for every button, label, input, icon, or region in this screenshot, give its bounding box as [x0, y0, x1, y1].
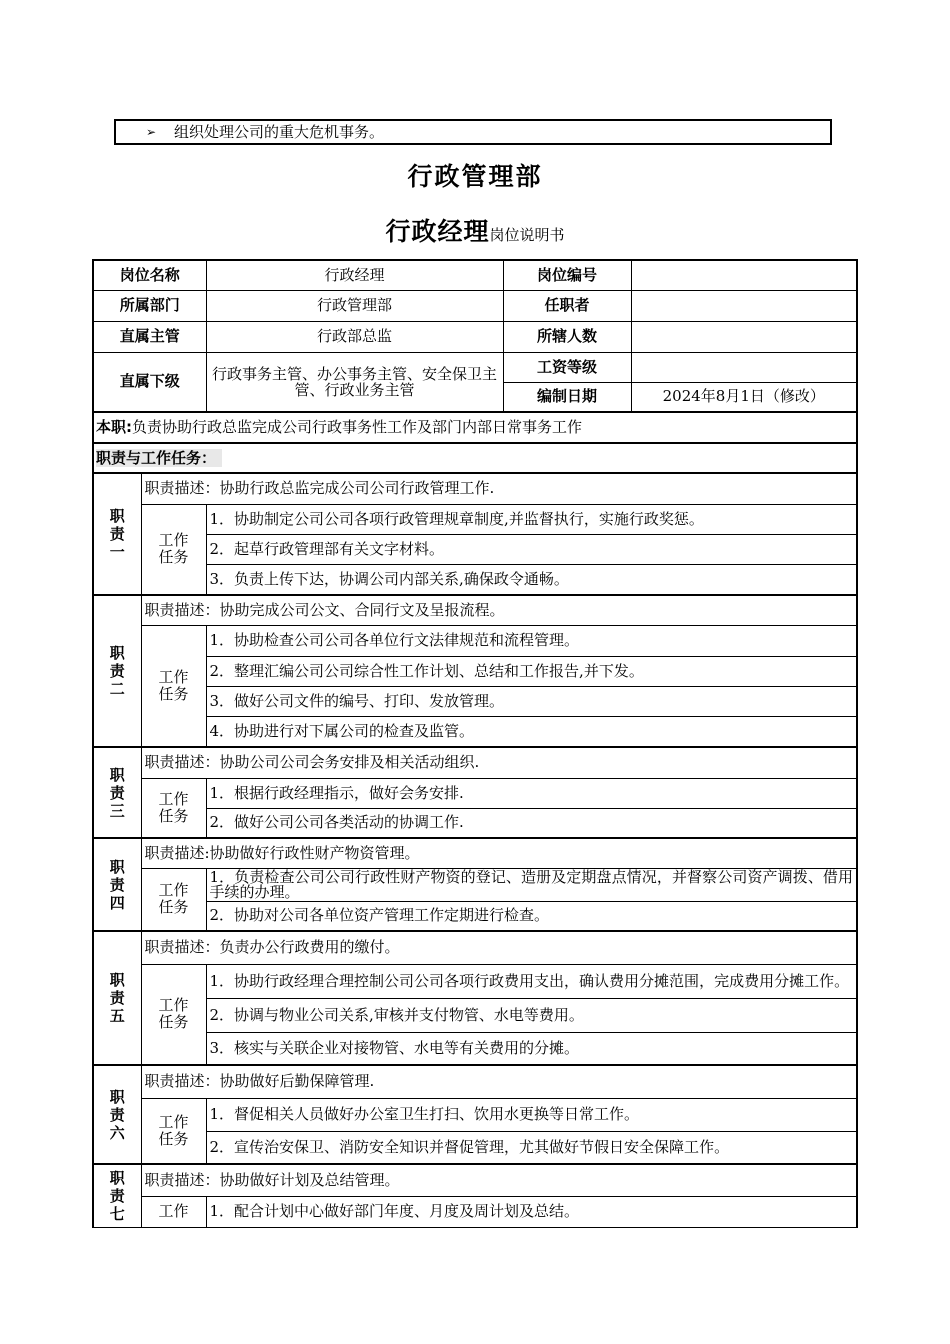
duty-2-task-1: 1．协助检查公司公司各单位行文法律规范和流程管理。 [206, 625, 857, 656]
duty-4-task-2: 2．协助对公司各单位资产管理工作定期进行检查。 [206, 901, 857, 931]
duty-6-task-row [93, 1098, 857, 1131]
duties-title-cell [93, 443, 857, 473]
core-duty-text: 负责协助行政总监完成公司行政事务性工作及部门内部日常事务工作 [132, 418, 583, 436]
arrow-bullet-icon: ➢ [146, 125, 157, 139]
position-code-value [631, 260, 857, 290]
duty-6-task-1: 1．督促相关人员做好办公室卫生打扫、饮用水更换等日常工作。 [206, 1098, 857, 1131]
holder-value [631, 290, 857, 321]
date-label: 编制日期 [503, 382, 631, 412]
duty-5-task-2: 2．协调与物业公司关系,审核并支付物管、水电等费用。 [206, 998, 857, 1032]
duty-4-desc: 职责描述:协助做好行政性财产物资管理。 [141, 838, 857, 868]
duty-2-task-3: 3．做好公司文件的编号、打印、发放管理。 [206, 686, 857, 716]
salary-grade-label: 工资等级 [503, 352, 631, 382]
info-row-sub-a [93, 352, 857, 382]
info-row-name [93, 260, 857, 290]
duty-4-task-label: 工作 任务 [141, 868, 206, 931]
subordinates-value: 行政事务主管、办公事务主管、安全保卫主管、行政业务主管 [206, 352, 503, 412]
duty-2-desc: 职责描述：协助完成公司公文、合同行文及呈报流程。 [141, 595, 857, 625]
duty-3-task-row [93, 808, 857, 838]
duty-7-desc-row [93, 1164, 857, 1196]
holder-label: 任职者 [503, 290, 631, 321]
duty-3-task-label: 工作 任务 [141, 778, 206, 838]
duty-3-task-1: 1．根据行政经理指示，做好会务安排. [206, 778, 857, 808]
duty-6-desc-row [93, 1065, 857, 1098]
duty-2-task-4: 4．协助进行对下属公司的检查及监管。 [206, 716, 857, 747]
duty-5-task-row [93, 1032, 857, 1065]
duty-2-desc-row [93, 595, 857, 625]
duty-1-task-row [93, 534, 857, 564]
duty-7-task-row [93, 1196, 857, 1227]
duty-1-task-3: 3．负责上传下达，协调公司内部关系,确保政令通畅。 [206, 564, 857, 595]
duty-2-task-row [93, 625, 857, 656]
duty-5-head: 职 责 五 [93, 931, 141, 1065]
info-row-dept [93, 290, 857, 321]
duty-3-head: 职 责 三 [93, 747, 141, 838]
duty-2-task-row [93, 656, 857, 686]
duty-1-desc: 职责描述：协助行政总监完成公司公司行政管理工作. [141, 473, 857, 504]
duty-3-desc: 职责描述：协助公司公司会务安排及相关活动组织. [141, 747, 857, 778]
staff-count-value [631, 321, 857, 352]
department-value: 行政管理部 [206, 290, 503, 321]
duty-5-desc: 职责描述：负责办公行政费用的缴付。 [141, 931, 857, 964]
duty-4-task-1: 1．负责检查公司公司行政性财产物资的登记、造册及定期盘点情况，并督察公司资产调拨、借用手续的办理。 [206, 868, 857, 901]
document-title [0, 212, 950, 248]
duty-6-head: 职 责 六 [93, 1065, 141, 1164]
position-code-label: 岗位编号 [503, 260, 631, 290]
job-description-table [92, 259, 858, 1228]
duty-2-task-row [93, 716, 857, 747]
duty-1-task-label: 工作 任务 [141, 504, 206, 595]
duty-1-task-1: 1．协助制定公司公司各项行政管理规章制度,并监督执行，实施行政奖惩。 [206, 504, 857, 534]
department-title: 行政管理部 [407, 162, 543, 191]
core-duty-label: 本职: [96, 418, 132, 436]
duty-7-task-1: 1．配合计划中心做好部门年度、月度及周计划及总结。 [206, 1196, 857, 1227]
duty-5-task-3: 3．核实与关联企业对接物管、水电等有关费用的分摊。 [206, 1032, 857, 1065]
duty-1-task-row [93, 504, 857, 534]
duty-7-desc: 职责描述：协助做好计划及总结管理。 [141, 1164, 857, 1196]
duty-4-task-row [93, 868, 857, 901]
duty-6-task-2: 2．宣传治安保卫、消防安全知识并督促管理，尤其做好节假日安全保障工作。 [206, 1131, 857, 1164]
document-type-label: 岗位说明书 [489, 226, 565, 244]
salary-grade-value [631, 352, 857, 382]
duty-7-task-label: 工作 [141, 1196, 206, 1227]
duty-5-task-1: 1．协助行政经理合理控制公司公司各项行政费用支出，确认费用分摊范围，完成费用分摊工作。 [206, 964, 857, 998]
duty-2-task-label: 工作 任务 [141, 625, 206, 747]
duty-1-desc-row [93, 473, 857, 504]
subordinates-label: 直属下级 [93, 352, 206, 412]
duty-2-task-row [93, 686, 857, 716]
duty-2-task-2: 2．整理汇编公司公司综合性工作计划、总结和工作报告,并下发。 [206, 656, 857, 686]
info-row-boss [93, 321, 857, 352]
duty-5-task-row [93, 998, 857, 1032]
duties-title-row [93, 443, 857, 473]
duty-3-desc-row [93, 747, 857, 778]
date-value: 2024年8月1日（修改） [631, 382, 857, 412]
duty-1-task-row [93, 564, 857, 595]
previous-page-bullet-box [114, 119, 832, 145]
supervisor-value: 行政部总监 [206, 321, 503, 352]
position-name-value: 行政经理 [206, 260, 503, 290]
duty-3-task-2: 2．做好公司公司各类活动的协调工作. [206, 808, 857, 838]
core-duty-cell [93, 412, 857, 443]
position-name-label: 岗位名称 [93, 260, 206, 290]
duty-1-head: 职 责 一 [93, 473, 141, 595]
duty-5-task-label: 工作 任务 [141, 964, 206, 1065]
duty-5-desc-row [93, 931, 857, 964]
duty-7-head: 职 责 七 [93, 1164, 141, 1227]
duty-4-head: 职 责 四 [93, 838, 141, 931]
department-label: 所属部门 [93, 290, 206, 321]
previous-bullet-text: 组织处理公司的重大危机事务。 [174, 123, 385, 141]
duties-title: 职责与工作任务： [96, 449, 222, 467]
supervisor-label: 直属主管 [93, 321, 206, 352]
duty-4-desc-row [93, 838, 857, 868]
duty-3-task-row [93, 778, 857, 808]
staff-count-label: 所辖人数 [503, 321, 631, 352]
duty-4-task-row [93, 901, 857, 931]
duty-6-task-label: 工作 任务 [141, 1098, 206, 1164]
duty-5-task-row [93, 964, 857, 998]
duty-6-task-row [93, 1131, 857, 1164]
duty-1-task-2: 2．起草行政管理部有关文字材料。 [206, 534, 857, 564]
duty-6-desc: 职责描述：协助做好后勤保障管理. [141, 1065, 857, 1098]
duty-2-head: 职 责 二 [93, 595, 141, 747]
core-duty-row [93, 412, 857, 443]
position-title: 行政经理 [385, 217, 490, 246]
